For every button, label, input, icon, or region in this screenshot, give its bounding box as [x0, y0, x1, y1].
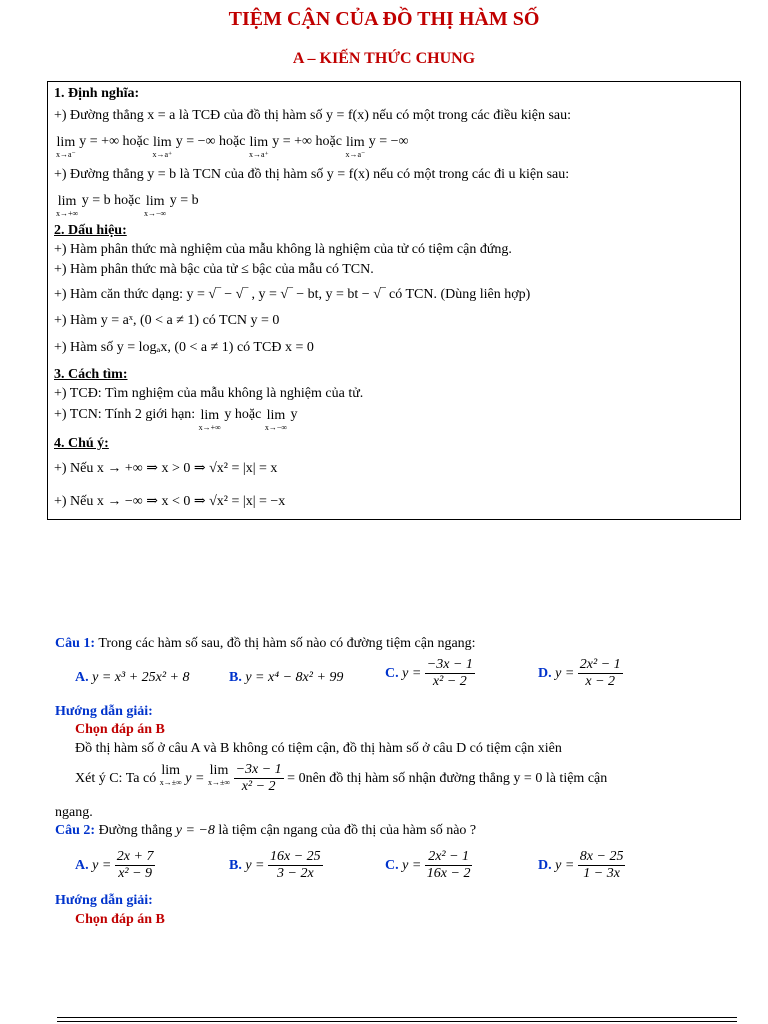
sign-line-3: +) Hàm căn thức dạng: y = √‾ − √‾ , y = √‾ − bt, y = bt − √‾ có TCN. (Dùng liên hợp) [54, 287, 531, 302]
limit: lim x→+∞ [198, 408, 221, 432]
vertical-asymptote-definition: +) Đường thẳng x = a là TCĐ của đồ thị hàm số y = f(x) nếu có một trong các điều kiện sau: [54, 108, 572, 123]
note-line-1: +) Nếu x → +∞ ⇒ x > 0 ⇒ √x² = |x| = x [54, 461, 278, 476]
footer-rule [57, 1017, 737, 1018]
summary-box [47, 81, 741, 520]
fraction: $\frac{16x - 25}{3 - 2x}$ [270, 849, 321, 882]
fraction: $\frac{\text{2x² − 1}}{16x - 2}$ [426, 849, 471, 882]
page-title: TIỆM CẬN CỦA ĐỒ THỊ HÀM SỐ [228, 8, 540, 30]
solution-guide-label: Hướng dẫn giải: [55, 893, 153, 908]
option-a: A. y = x³ + 25x² + 8 [75, 670, 190, 685]
limit: lim x→±∞ [159, 763, 182, 787]
limit: lim x→a⁺ [152, 135, 173, 159]
question-text: Trong các hàm số sau, đồ thị hàm số nào có đường tiệm cận ngang: [98, 636, 476, 651]
fraction: $\frac{-3x - 1}{\text{x² − 2}}$ [426, 657, 473, 690]
question-1 [55, 636, 476, 652]
question-label: Câu 2: [55, 823, 96, 838]
footer-rule [57, 1021, 737, 1022]
solution-line-1: Đồ thị hàm số ở câu A và B không có tiệm cận, đồ thị hàm số ở câu D có tiệm cận xiên [75, 741, 562, 756]
sign-line-5: +) Hàm số y = logₐx, (0 < a ≠ 1) có TCĐ x = 0 [54, 340, 314, 355]
vertical-limit-conditions: lim x→a⁻ y = +∞ hoặc lim x→a⁺ y = −∞ hoặc lim x→a⁺ y = +∞ hoặc lim x→a⁻ y = −∞ [56, 134, 409, 159]
limit: lim x→−∞ [144, 194, 167, 218]
limit: lim x→a⁻ [56, 135, 76, 159]
method-heading: 3. Cách tìm: [54, 367, 128, 382]
question-label: Câu 1: [55, 636, 96, 651]
option-d: D. y = $\frac{\text{2x² − 1}}{x - 2}$ [538, 657, 621, 690]
horizontal-asymptote-definition: +) Đường thẳng y = b là TCN của đồ thị hàm số y = f(x) nếu có một trong các đi u kiện sau: [54, 167, 570, 182]
definition-heading: 1. Định nghĩa: [54, 86, 140, 101]
solution-line-3: ngang. [55, 805, 93, 820]
fraction: $\frac{8x - 25}{1 - 3x}$ [579, 849, 624, 882]
limit: lim x→a⁺ [248, 135, 269, 159]
sign-line-2: +) Hàm phân thức mà bậc của tử ≤ bậc của mẫu có TCN. [54, 262, 374, 277]
limit: lim x→±∞ [207, 763, 231, 787]
sign-line-1: +) Hàm phân thức mà nghiệm của mẫu không là nghiệm của tử có tiệm cận đứng. [54, 242, 512, 257]
method-line-2: +) TCN: Tính 2 giới hạn: lim x→+∞ y hoặc lim x→−∞ y [54, 407, 298, 432]
limit: lim x→+∞ [56, 194, 79, 218]
option-b: B. y = $\frac{16x - 25}{3 - 2x}$ [229, 849, 321, 882]
limit: lim x→a⁻ [345, 135, 366, 159]
section-title: A – KIẾN THỨC CHUNG [292, 50, 476, 67]
fraction: $\frac{\text{2x² − 1}}{x - 2}$ [579, 657, 621, 690]
answer-label: Chọn đáp án B [75, 912, 165, 927]
option-d: D. y = $\frac{8x - 25}{1 - 3x}$ [538, 849, 624, 882]
fraction: $\frac{2x + 7}{\text{x² − 9}}$ [116, 849, 154, 882]
limit: lim x→−∞ [264, 408, 288, 432]
fraction: $\frac{-3x - 1}{\text{x² − 2}}$ [235, 762, 282, 795]
solution-line-2: Xét ý C: Ta có lim x→±∞ y = lim x→±∞ $\frac{-3x - 1}{\text{x² − 2}}$ = 0nên đồ thị hàm số nhận đường thẳng y = 0 là tiệm cận [75, 762, 608, 795]
horizontal-limit-conditions: lim x→+∞ y = b hoặc lim x→−∞ y = b [56, 193, 199, 218]
answer-label: Chọn đáp án B [75, 722, 165, 737]
note-line-2: +) Nếu x → −∞ ⇒ x < 0 ⇒ √x² = |x| = −x [54, 494, 286, 509]
option-c: C. y = $\frac{\text{2x² − 1}}{16x - 2}$ [385, 849, 471, 882]
option-b: B. y = x⁴ − 8x² + 99 [229, 670, 344, 685]
sign-line-4: +) Hàm y = aˣ, (0 < a ≠ 1) có TCN y = 0 [54, 313, 280, 328]
option-c: C. y = $\frac{-3x - 1}{\text{x² − 2}}$ [385, 657, 473, 690]
signs-heading: 2. Dấu hiệu: [54, 223, 127, 238]
note-heading: 4. Chú ý: [54, 436, 109, 451]
method-line-1: +) TCĐ: Tìm nghiệm của mẫu không là nghiệm của tử. [54, 386, 364, 401]
solution-guide-label: Hướng dẫn giải: [55, 704, 153, 719]
question-2: Câu 2: Đường thẳng y = −8 là tiệm cận ngang của đồ thị của hàm số nào ? [55, 823, 477, 838]
option-a: A. y = $\frac{2x + 7}{\text{x² − 9}}$ [75, 849, 154, 882]
